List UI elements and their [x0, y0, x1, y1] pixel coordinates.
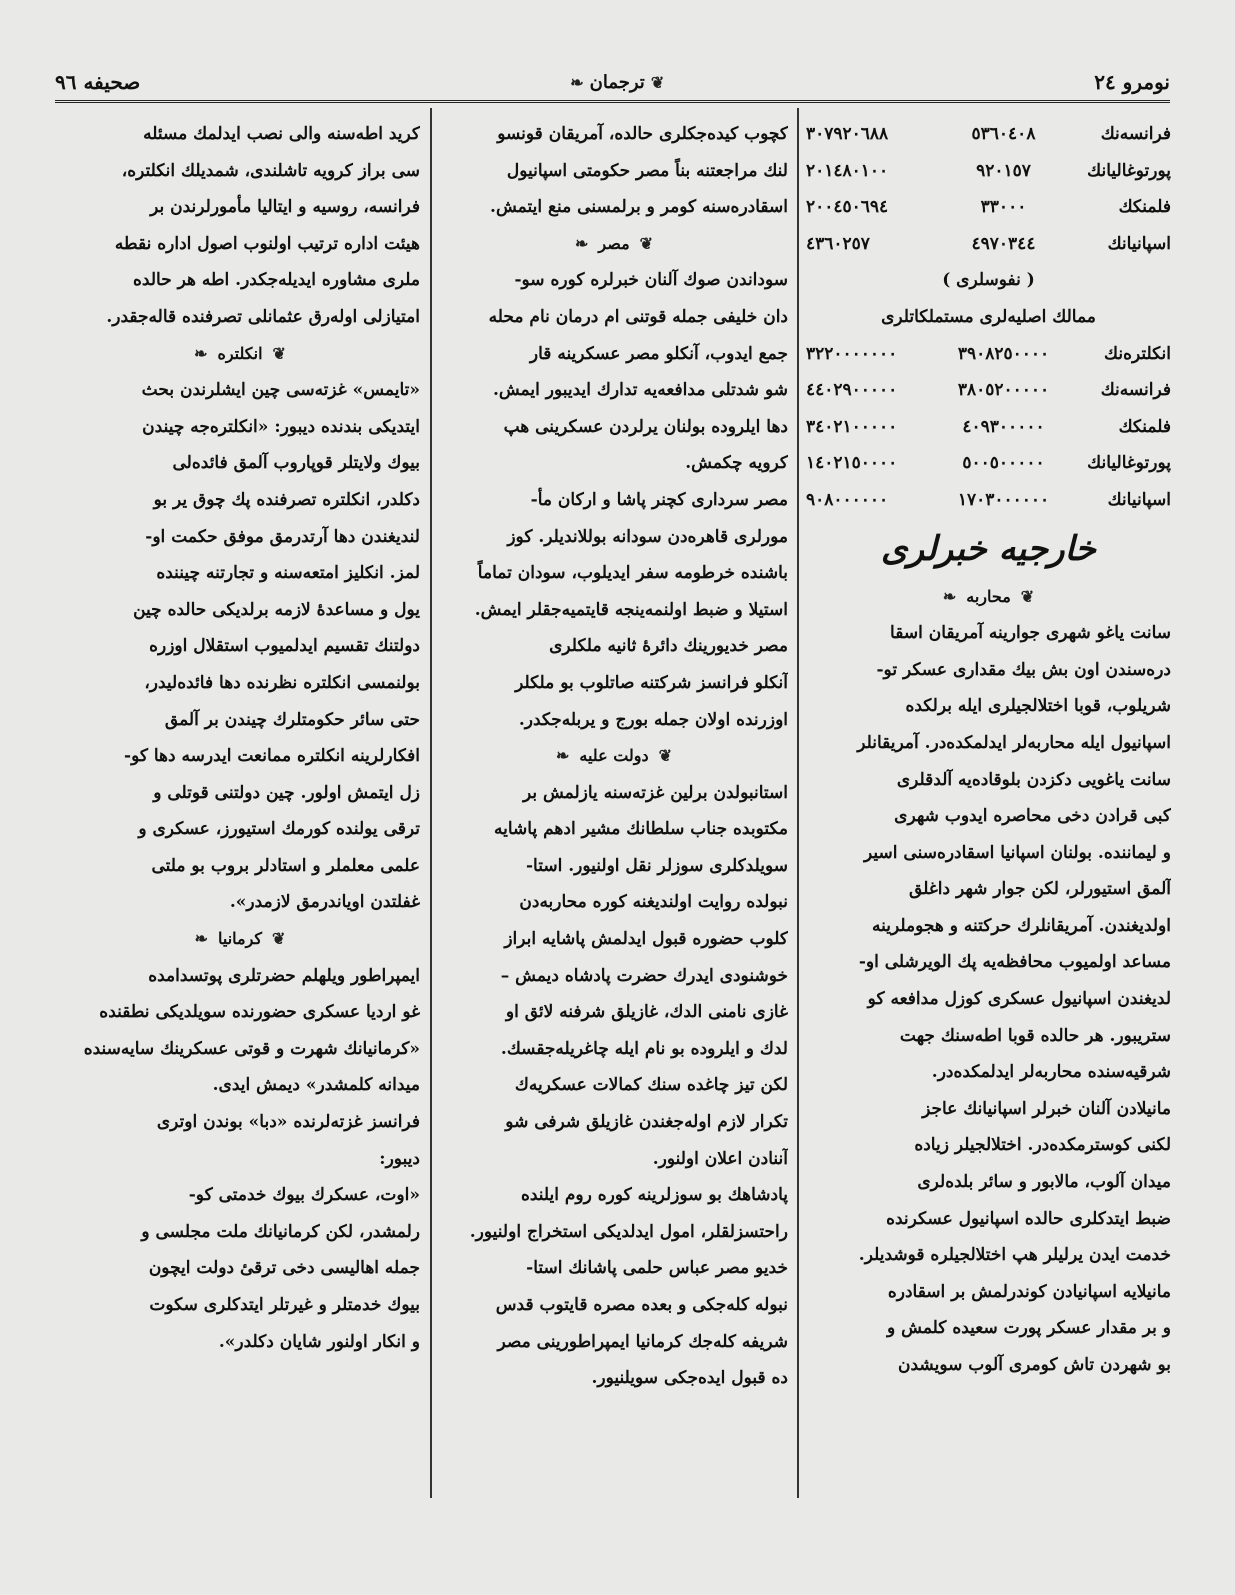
text-line: ضبط ایتدكلری حالده اسپانیول عسكرنده [886, 1208, 1171, 1229]
text-line: كبی قرادن دخی محاصره ایدوب شهری [894, 806, 1171, 827]
article-text [440, 116, 788, 226]
left-column [60, 116, 420, 1360]
text-line: افكارلرینه انكلتره ممانعت ایدرسه دها كو- [124, 746, 420, 767]
stat-value: ٢٠١٤٨٠١٠٠ [806, 160, 889, 181]
text-line: جمله اهالیسی دخی ترقیٔ دولت ایچون [148, 1258, 420, 1279]
stat-value: ٤٩٧٠٣٤٤ [971, 233, 1036, 254]
stat-row [806, 445, 1171, 482]
article-text [440, 775, 788, 1397]
section-title: مصر [598, 233, 630, 253]
text-line: و انكار اولنور شایان دكلدر». [218, 1331, 420, 1352]
text-line: لكن تیز چاغده سنك كمالات عسكریه‌ك [514, 1075, 788, 1096]
population-header: ممالك اصلیه‌لری مستملكاتلری [881, 306, 1096, 327]
text-line: شو شدتلی مدافعه‌یه تدارك ایدیبور ایمش. [492, 380, 788, 401]
stat-row [806, 116, 1171, 153]
text-line: نبوله كله‌جكی و بعده مصره قایتوب قدس [495, 1295, 788, 1315]
text-line: بولنمسی انكلتره نظرنده دها فائده‌لیدر، [144, 672, 420, 693]
country-name: فلمنكك [1118, 416, 1171, 437]
foreign-news-heading: خارجیه خبرلری [881, 528, 1096, 569]
text-line: «تایمس» غزته‌سی چین ایشلرندن بحث [141, 380, 420, 401]
text-line: سویلدكلری سوزلر نقل اولنیور. استا- [525, 855, 788, 876]
stat-row [806, 226, 1171, 263]
ornament-icon: ❧ [555, 746, 570, 766]
stat-row [806, 409, 1171, 446]
text-line: دیبور: [379, 1148, 420, 1169]
text-line: یول و مساعدهٔ لازمه برلدیكی حالده چین [133, 599, 420, 620]
stat-value: ٣٠٧٩٢٠٦٨٨ [806, 124, 889, 144]
text-line: ترقی یولنده كورمك استیورز، عسكری و [138, 819, 420, 840]
text-line: میدان آلوب، مالابور و سائر بلده‌لری [917, 1172, 1171, 1193]
country-name: پورتوغالیانك [1087, 453, 1171, 474]
text-line: راحتسزلقلر، امول ایدلدیكی استخراج اولنیور. [469, 1221, 788, 1242]
stat-value: ٣٣٠٠٠ [980, 197, 1027, 218]
statistics-table-area [806, 116, 1171, 262]
ornament-icon: ❦ [272, 929, 286, 949]
text-line: زل ایتمش اولور. چین دولتنی قوتلی و [153, 782, 420, 803]
section-title: انكلتره [217, 343, 263, 363]
newspaper-name: ترجمان [589, 71, 645, 93]
issue-number: نومرو ٢٤ [1094, 70, 1170, 94]
stat-row [806, 189, 1171, 226]
article-text [60, 958, 420, 1361]
stat-row [806, 336, 1171, 373]
ornament-icon: ❦ [1020, 586, 1035, 606]
country-name: پورتوغالیانك [1087, 160, 1171, 181]
stat-value: ٣٨٠٥٢٠٠٠٠٠ [957, 380, 1050, 401]
stat-value: ٤٠٩٣٠٠٠٠٠ [962, 416, 1045, 437]
text-line: لنك مراجعتنه بناً مصر حكومتی اسپانیول [506, 160, 788, 181]
section-heading-ottoman-state [440, 738, 788, 775]
text-line: باشنده خرطومه سفر ایدیلوب، سودان تماماً [477, 563, 788, 584]
stat-value: ٩٢٠١٥٧ [976, 160, 1031, 181]
text-line: ایتدیكی بندنده دیبور: «انكلتره‌جه چیندن [142, 416, 420, 437]
country-name: فلمنكك [1118, 197, 1171, 218]
text-line: و بر مقدار عسكر پورت سعیده كلمش و [887, 1318, 1171, 1339]
country-name: اسپانیانك [1107, 489, 1171, 510]
article-text [440, 262, 788, 738]
text-line: آنكلو فرانسز شركتنه صاتلوب بو ملكلر [515, 672, 788, 693]
country-name: فرانسه‌نك [1100, 380, 1171, 401]
text-line: كرویه چكمش. [685, 453, 788, 474]
text-line: شریفه كله‌جك كرمانیا ایمپراطورینی مصر [497, 1331, 788, 1352]
stat-value: ٣٩٠٨٢٥٠٠٠٠ [957, 343, 1050, 364]
text-line: اوزرنده اولان جمله بورج و یربله‌جكدر. [518, 709, 788, 730]
text-line: استیلا و ضبط اولنمه‌ینجه قایتمیه‌جقلر ایمش. [474, 599, 788, 620]
middle-column [440, 116, 788, 1397]
section-heading-war [806, 579, 1171, 616]
text-line: مساعد اولمیوب محافظه‌یه پك الویرشلی او- [858, 952, 1171, 973]
text-line: غازی نامنی الدك، غازیلق شرفنه لائق او [505, 1002, 788, 1023]
ornament-icon: ❧ [194, 343, 208, 363]
section-title: محاربه [966, 586, 1011, 606]
page-number: صحیفه ٩٦ [55, 70, 141, 94]
text-line: كچوب كیده‌جكلری حالده، آمریقان قونسو [497, 124, 788, 144]
text-line: بیوك خدمتلر و غیرتلر ایتدكلری سكوت [149, 1295, 420, 1315]
text-line: آننادن اعلان اولنور. [652, 1148, 788, 1169]
stat-value: ٣٢٢٠٠٠٠٠٠٠ [806, 343, 898, 364]
text-line: شریلوب، قوبا اختلالجیلری ایله برلكده [905, 696, 1171, 717]
text-line: دان خلیفی جمله قوتنی ام درمان نام محله [488, 306, 788, 327]
text-line: لكنی كوسترمكده‌در. اختلالجیلر زیاده [914, 1135, 1171, 1156]
text-line: دره‌سندن اون بش بیك مقداری عسكر تو- [876, 659, 1171, 680]
text-line: ده قبول ایده‌جكی سویلنیور. [591, 1368, 788, 1389]
ornament-icon: ❦ [272, 343, 286, 363]
text-line: شرقیه‌سنده محاربه‌لر ایدلمكده‌در. [931, 1062, 1171, 1083]
right-column [806, 116, 1171, 1384]
article-text [806, 615, 1171, 1383]
text-line: ملری مشاوره ایدیله‌جكدر. اطه هر حالده [133, 270, 420, 291]
text-line: ایمپراطور ویلهلم حضرتلری پوتسدامده [148, 965, 420, 986]
text-line: سانت یاغویی دكزدن بلوقاده‌یه آلدقلری [896, 769, 1171, 790]
text-line: سی براز كرویه تاشلندی، شمدیلك انكلتره، [121, 160, 420, 181]
text-line: و لیماننده. بولنان اسپانیا اسقادره‌سنی اسیر [864, 842, 1171, 863]
text-line: غو اردیا عسكری حضورنده سویلدیكی نطقنده [99, 1002, 420, 1023]
article-text [60, 372, 420, 921]
text-line: استانبولدن برلین غزته‌سنه یازلمش بر [522, 782, 788, 803]
ornament-icon: ❧ [570, 72, 584, 92]
text-line: بیوك ولایتلر قوپاروب آلمق فائده‌لی [172, 453, 420, 474]
text-line: كرید اطه‌سنه والی نصب ایدلمك مسئله [143, 124, 420, 144]
text-line: دكلدر، انكلتره تصرفنده پك چوق یر بو [153, 489, 420, 510]
statistics-table-population [806, 336, 1171, 519]
text-line: نبولده روایت اولندیغنه كوره محاربه‌دن [519, 892, 788, 913]
text-line: لمز. انكلیز امتعه‌سنه و تجارتنه چیننده [156, 563, 420, 584]
population-label: ( نفوسلری ) [942, 270, 1035, 291]
text-line: «كرمانیانك شهرت و قوتی عسكرینك سایه‌سنده [83, 1038, 420, 1059]
ornament-icon: ❦ [639, 233, 654, 253]
section-heading-egypt [440, 226, 788, 263]
text-line: تكرار لازم اوله‌جغندن غازیلق شرفی شو [505, 1112, 788, 1133]
section-heading-england [60, 336, 420, 373]
text-line: اسقادره‌سنه كومر و برلمسنی منع ایتمش. [490, 197, 788, 218]
section-title: كرمانیا [217, 929, 263, 949]
text-line: ستریبور. هر حالده قوبا اطه‌سنك جهت [899, 1025, 1171, 1046]
text-line: لندیغندن دها آرتدرمق موفق حكمت او- [145, 526, 420, 547]
text-line: بو شهردن تاش كومری آلوب سویشدن [898, 1355, 1171, 1375]
stat-value: ٥٣٦٠٤٠٨ [971, 124, 1036, 144]
text-line: مانیلادن آلنان خبرلر اسپانیانك عاجز [922, 1098, 1171, 1119]
stat-value: ١٤٠٢١٥٠٠٠٠ [806, 453, 898, 474]
page-header [55, 62, 1170, 102]
text-line: خوشنودی ایدرك حضرت پادشاه دیمش – [500, 965, 788, 986]
text-line: فرانسز غزته‌لرنده «دبا» بوندن اوتری [156, 1112, 420, 1133]
stat-row [806, 482, 1171, 519]
stat-value: ٣٤٠٢١٠٠٠٠٠ [806, 416, 898, 437]
stat-row [806, 153, 1171, 190]
column-divider [797, 108, 799, 1498]
text-line: مورلری قاهره‌دن سودانه بوللاندیلر. كوز [507, 526, 788, 547]
stat-value: ٤٣٦٠٢٥٧ [806, 233, 870, 254]
text-line: جمع ایدوب، آنكلو مصر عسكرینه قار [529, 343, 788, 364]
ornament-icon: ❧ [194, 929, 208, 949]
country-name: انكلتره‌نك [1104, 343, 1171, 364]
text-line: مصر سرداری كچنر پاشا و اركان مأ- [530, 489, 788, 510]
country-name: اسپانیانك [1107, 233, 1171, 254]
stat-value: ٢٠٠٤٥٠٦٩٤ [806, 197, 889, 218]
stat-value: ٤٤٠٢٩٠٠٠٠٠ [806, 380, 898, 401]
article-text [60, 116, 420, 336]
text-line: پادشاهك بو سوزلرینه كوره روم ایلنده [520, 1185, 788, 1206]
text-line: فرانسه، روسیه و ایتالیا مأمورلرندن بر [150, 197, 420, 218]
stat-value: ٩٠٨٠٠٠٠٠٠ [806, 489, 889, 510]
ornament-icon: ❧ [574, 233, 589, 253]
ornament-icon: ❧ [942, 586, 957, 606]
stat-value: ١٧٠٣٠٠٠٠٠٠ [957, 489, 1050, 510]
text-line: سوداندن صوك آلنان خبرلره كوره سو- [514, 270, 788, 291]
text-line: لدیغندن اسپانیول عسكری كوزل مدافعه كو [867, 989, 1171, 1010]
text-line: «اوت، عسكرك بیوك خدمتی كو- [188, 1185, 420, 1206]
country-name: فرانسه‌نك [1100, 124, 1171, 144]
text-line: خدیو مصر عباس حلمی پاشانك استا- [526, 1258, 788, 1279]
column-divider [430, 108, 432, 1498]
ornament-icon: ❦ [658, 746, 673, 766]
text-line: دولتنك تقسیم ایدلمیوب استقلال اوزره [149, 636, 420, 657]
header-rule [55, 100, 1170, 103]
text-line: علمی معلملر و استادلر بروب بو ملتی [151, 855, 420, 876]
text-line: اولدیغندن. آمریقانلرك حركتنه و هجوملرینه [872, 915, 1171, 936]
section-heading-germany [60, 921, 420, 958]
text-line: امتیازلی اوله‌رق عثمانلی تصرفنده قاله‌جقدر. [106, 306, 420, 327]
masthead-title [570, 72, 664, 93]
ornament-icon: ❦ [650, 72, 665, 92]
text-line: غفلتدن اویاندرمق لازمدر». [229, 892, 420, 913]
text-line: دها ایلروده بولنان یرلردن عسكرینی هپ [503, 416, 788, 437]
section-title: دولت علیه [579, 746, 649, 766]
text-line: مانیلایه اسپانیادن كوندرلمش بر اسقادره [887, 1281, 1171, 1302]
text-line: رلمشدر، لكن كرمانیانك ملت مجلسی و [141, 1221, 420, 1242]
text-line: مصر خدیورینك دائرهٔ ثانیه ملكلری [549, 636, 788, 657]
text-line: مكتوبده جناب سلطانك مشیر ادهم پاشایه [494, 819, 788, 840]
text-line: كلوب حضوره قبول ایدلمش پاشایه ابراز [504, 929, 788, 950]
text-line: خدمت ایدن یرلیلر هپ اختلالجیلره قوشدیلر. [858, 1245, 1171, 1266]
text-line: هیئت اداره ترتیب اولنوب اصول اداره نقطه [114, 233, 420, 254]
text-line: حتی سائر حكومتلرك چیندن بر آلمق [164, 709, 420, 730]
text-line: لدك و ایلروده بو نام ایله چاغریله‌جقسك. [500, 1038, 788, 1059]
text-line: سانت یاغو شهری جوارینه آمریقان اسقا [890, 623, 1171, 644]
stat-value: ٥٠٠٥٠٠٠٠٠ [962, 453, 1045, 474]
text-line: آلمق استیورلر، لكن جوار شهر داغلق [909, 879, 1171, 900]
stat-row [806, 372, 1171, 409]
text-line: میدانه كلمشدر» دیمش ایدی. [212, 1075, 420, 1096]
text-line: اسپانیول ایله محاربه‌لر ایدلمكده‌در. آمریقانلر [857, 732, 1171, 753]
